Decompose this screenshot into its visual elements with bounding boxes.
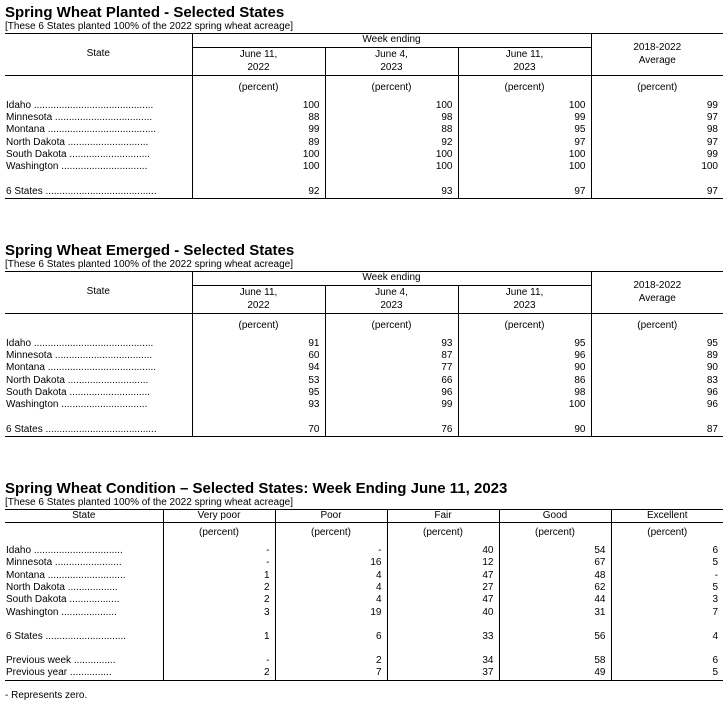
state-cell: Washington .................... (6, 606, 117, 618)
unit-label: (percent) (611, 527, 723, 539)
emerged-section (5, 242, 723, 437)
average-header: 2018-2022 Average (591, 272, 723, 314)
value-cell: 98 (325, 112, 458, 124)
value-cell: 96 (325, 387, 458, 399)
state-header: State (5, 510, 163, 523)
value-cell: 12 (387, 557, 499, 569)
state-cell: Idaho ................................ (6, 545, 123, 557)
table-row (5, 387, 723, 399)
table-row (5, 582, 723, 594)
state-cell: North Dakota ............................. (6, 374, 149, 386)
total-row: 6 States ........................................ 70 76 90 87 (5, 424, 723, 437)
unit-label: (percent) (325, 82, 458, 94)
value-cell: 100 (192, 149, 325, 161)
col-june-4-2023: June 4, 2023 (325, 48, 458, 76)
value-cell: 100 (458, 161, 591, 173)
value-cell: 62 (499, 582, 611, 594)
value-cell: 97 (706, 112, 718, 124)
week-ending-header: Week ending (192, 34, 591, 48)
table-row (5, 350, 723, 362)
value-cell: 77 (325, 362, 458, 374)
value-cell: 93 (192, 399, 325, 411)
emerged-title: Spring Wheat Emerged - Selected States (5, 242, 295, 259)
value-cell: 4 (275, 582, 387, 594)
planted-table (5, 33, 723, 199)
value-cell: 5 (611, 557, 723, 569)
value-cell: 1 (163, 570, 275, 582)
total-row: 6 States ............................. 1 6 33 56 4 (5, 631, 723, 643)
value-cell: 92 (325, 137, 458, 149)
table-row (5, 545, 723, 557)
emerged-table (5, 271, 723, 437)
value-cell: 60 (192, 350, 325, 362)
value-cell: 66 (325, 375, 458, 387)
condition-table (5, 509, 723, 681)
table-row (5, 100, 723, 112)
state-cell: Washington ............................... (6, 161, 148, 173)
table-row (5, 149, 723, 161)
value-cell: 19 (275, 607, 387, 619)
week-ending-header: Week ending (192, 272, 591, 286)
footnote: - Represents zero. (5, 690, 88, 701)
value-cell: 2 (163, 582, 275, 594)
value-cell: 100 (458, 399, 591, 411)
average-header: 2018-2022 Average (591, 34, 723, 76)
value-cell: - (163, 545, 275, 557)
value-cell: 83 (706, 374, 718, 386)
value-cell: 48 (499, 570, 611, 582)
table-row (5, 375, 723, 387)
value-cell: 100 (325, 149, 458, 161)
value-cell: 47 (387, 594, 499, 606)
planted-section (5, 4, 723, 199)
value-cell: 96 (706, 399, 718, 411)
planted-title: Spring Wheat Planted - Selected States (5, 4, 285, 21)
unit-label: (percent) (458, 320, 591, 332)
value-cell: 16 (275, 557, 387, 569)
good-header: Good (499, 510, 611, 523)
state-cell: Minnesota ................................... (6, 350, 153, 362)
value-cell: 95 (192, 387, 325, 399)
value-cell: 7 (611, 607, 723, 619)
emerged-subtitle: [These 6 States planted 100% of the 2022 spring wheat acreage] (5, 259, 293, 270)
value-cell: 97 (706, 136, 718, 148)
value-cell: 99 (458, 112, 591, 124)
total-row: 6 States ........................................ 92 93 97 97 (5, 186, 723, 199)
very-poor-header: Very poor (163, 510, 275, 523)
col-june-11-2022: June 11, 2022 (192, 48, 325, 76)
value-cell: 98 (458, 387, 591, 399)
value-cell: 96 (706, 386, 718, 398)
fair-header: Fair (387, 510, 499, 523)
value-cell: 97 (458, 137, 591, 149)
state-cell: South Dakota ............................. (6, 386, 150, 398)
excellent-header: Excellent (611, 510, 723, 523)
unit-label: (percent) (192, 82, 325, 94)
unit-label: (percent) (637, 319, 678, 331)
value-cell: 100 (325, 100, 458, 112)
table-row (5, 362, 723, 374)
value-cell: 47 (387, 570, 499, 582)
value-cell: 99 (325, 399, 458, 411)
state-cell: Idaho ........................................... (6, 99, 154, 111)
col-june-11-2023: June 11, 2023 (458, 286, 591, 314)
unit-label: (percent) (637, 81, 678, 93)
value-cell: 100 (192, 161, 325, 173)
value-cell: 40 (387, 607, 499, 619)
table-row (5, 594, 723, 606)
value-cell: 95 (706, 337, 718, 349)
value-cell: 99 (192, 124, 325, 136)
value-cell: - (275, 545, 387, 557)
state-cell: North Dakota .................. (6, 581, 118, 593)
value-cell: 100 (192, 100, 325, 112)
state-cell: Montana ............................ (6, 569, 126, 581)
condition-subtitle: [These 6 States planted 100% of the 2022 spring wheat acreage] (5, 497, 293, 508)
previous-week-row: Previous week ............... - 2 34 58 6 (5, 655, 723, 667)
value-cell: 100 (458, 100, 591, 112)
state-cell: Minnesota ................................... (6, 112, 153, 124)
table-row (5, 399, 723, 411)
value-cell: 87 (325, 350, 458, 362)
value-cell: 31 (499, 607, 611, 619)
table-row (5, 607, 723, 619)
table-row (5, 124, 723, 136)
unit-label: (percent) (163, 527, 275, 539)
unit-label: (percent) (325, 320, 458, 332)
condition-section (5, 480, 723, 681)
value-cell: 95 (458, 124, 591, 136)
previous-year-row: Previous year ............... 2 7 37 49 5 (5, 667, 723, 680)
condition-title: Spring Wheat Condition – Selected States: Week Ending June 11, 2023 (5, 480, 508, 497)
col-june-4-2023: June 4, 2023 (325, 286, 458, 314)
value-cell: 67 (499, 557, 611, 569)
value-cell: - (611, 570, 723, 582)
state-cell: South Dakota .................. (6, 594, 120, 606)
value-cell: 54 (499, 545, 611, 557)
state-cell: South Dakota ............................. (6, 148, 150, 160)
value-cell: - (163, 557, 275, 569)
value-cell: 27 (387, 582, 499, 594)
value-cell: 44 (499, 594, 611, 606)
state-header: State (5, 34, 192, 76)
value-cell: 88 (192, 112, 325, 124)
value-cell: 89 (192, 137, 325, 149)
col-june-11-2023: June 11, 2023 (458, 48, 591, 76)
state-cell: Washington ............................... (6, 399, 148, 411)
value-cell: 96 (458, 350, 591, 362)
value-cell: 94 (192, 362, 325, 374)
value-cell: 3 (611, 594, 723, 606)
value-cell: 100 (458, 149, 591, 161)
value-cell: 93 (325, 338, 458, 350)
unit-label: (percent) (192, 320, 325, 332)
value-cell: 2 (163, 594, 275, 606)
value-cell: 40 (387, 545, 499, 557)
value-cell: 3 (163, 607, 275, 619)
table-row (5, 161, 723, 173)
unit-label: (percent) (458, 82, 591, 94)
table-row (5, 137, 723, 149)
col-june-11-2022: June 11, 2022 (192, 286, 325, 314)
value-cell: 90 (706, 362, 718, 374)
value-cell: 95 (458, 338, 591, 350)
poor-header: Poor (275, 510, 387, 523)
value-cell: 98 (706, 124, 718, 136)
value-cell: 99 (706, 99, 718, 111)
table-row (5, 570, 723, 582)
value-cell: 4 (275, 570, 387, 582)
state-cell: Minnesota ........................ (6, 557, 122, 569)
unit-label: (percent) (275, 527, 387, 539)
value-cell: 4 (275, 594, 387, 606)
state-cell: Montana ....................................... (6, 124, 157, 136)
state-cell: North Dakota ............................. (6, 136, 149, 148)
table-row (5, 112, 723, 124)
planted-subtitle: [These 6 States planted 100% of the 2022 spring wheat acreage] (5, 21, 293, 32)
table-row (5, 338, 723, 350)
value-cell: 99 (706, 148, 718, 160)
value-cell: 89 (706, 350, 718, 362)
value-cell: 91 (192, 338, 325, 350)
unit-label: (percent) (387, 527, 499, 539)
value-cell: 5 (611, 582, 723, 594)
value-cell: 6 (611, 545, 723, 557)
state-header: State (5, 272, 192, 314)
value-cell: 100 (701, 161, 718, 173)
value-cell: 100 (325, 161, 458, 173)
value-cell: 90 (458, 362, 591, 374)
state-cell: Idaho ........................................... (6, 337, 154, 349)
state-cell: Montana ....................................... (6, 362, 157, 374)
value-cell: 86 (458, 375, 591, 387)
value-cell: 53 (192, 375, 325, 387)
unit-label: (percent) (499, 527, 611, 539)
table-row (5, 557, 723, 569)
value-cell: 88 (325, 124, 458, 136)
